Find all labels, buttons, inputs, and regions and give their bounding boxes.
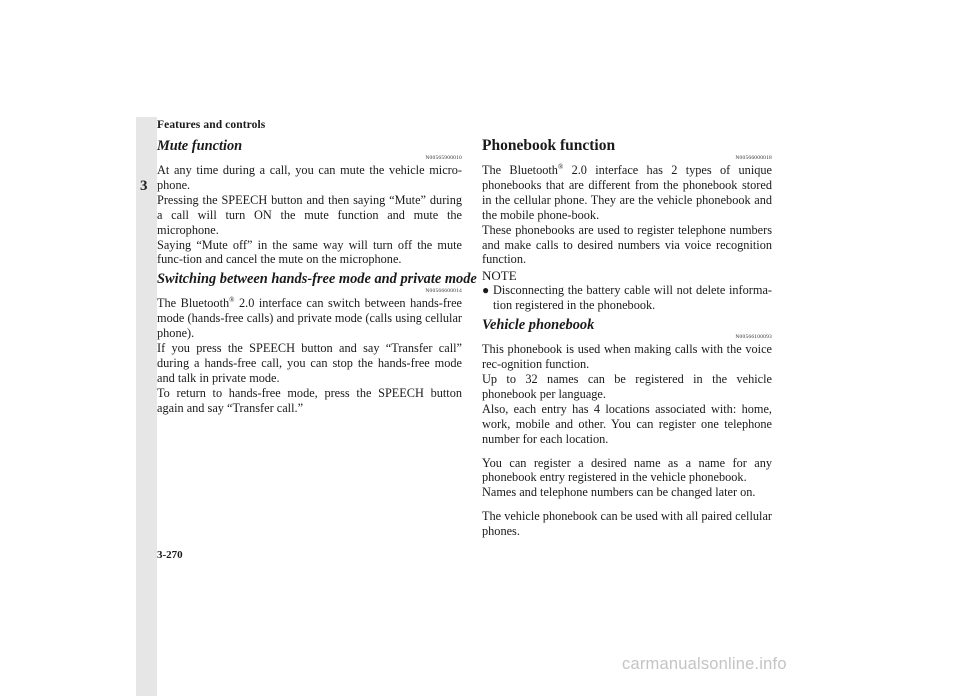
switching-mode-code: N00566600014: [425, 288, 462, 295]
switching-paragraph-2: If you press the SPEECH button and say “Transfer call” during a hands-free call, you can stop the hands-free mode and talk in private mode.: [157, 341, 462, 385]
bullet-icon: ●: [482, 283, 490, 298]
page-number: 3-270: [157, 549, 183, 561]
right-column: [482, 137, 772, 539]
switching-mode-heading: Switching between hands-free mode and private mode: [157, 271, 477, 288]
switching-paragraph-1: The Bluetooth® 2.0 interface can switch between hands-free mode (hands-free calls) and private mode (calls using cellular phone).: [157, 296, 462, 341]
watermark: carmanualsonline.info: [622, 655, 787, 673]
note-item: [482, 283, 772, 313]
section-header: Features and controls: [157, 119, 266, 131]
vehicle-paragraph-2: Up to 32 names can be registered in the vehicle phonebook per language.: [482, 371, 772, 401]
vehicle-phonebook-code: N00566100093: [735, 334, 772, 341]
vehicle-phonebook-heading: Vehicle phonebook: [482, 317, 595, 334]
phonebook-function-heading: Phonebook function: [482, 137, 616, 154]
switching-paragraph-3: To return to hands-free mode, press the SPEECH button again and say “Transfer call.”: [157, 385, 462, 415]
mute-function-heading: Mute function: [157, 138, 243, 154]
vehicle-paragraph-4: You can register a desired name as a name for any phonebook entry registered in the vehicle phonebook.: [482, 455, 772, 485]
phonebook-function-code: N00566000018: [735, 155, 772, 161]
phonebook-paragraph-2: These phonebooks are used to register telephone numbers and make calls to desired numbers via voice recognition function.: [482, 222, 772, 267]
chapter-side-tab: [136, 117, 157, 696]
chapter-number: 3: [140, 178, 148, 194]
note-text: Disconnecting the battery cable will not delete informa-tion registered in the phonebook.: [493, 283, 772, 313]
vehicle-paragraph-6: The vehicle phonebook can be used with all paired cellular phones.: [482, 509, 772, 539]
mute-function-code: N00565900010: [425, 155, 462, 161]
left-column: [157, 137, 477, 416]
vehicle-paragraph-1: This phonebook is used when making calls with the voice rec-ognition function.: [482, 342, 772, 372]
mute-paragraph-1: At any time during a call, you can mute the vehicle micro-phone.: [157, 163, 462, 192]
vehicle-paragraph-3: Also, each entry has 4 locations associated with: home, work, mobile and other. You can register one telephone number for each location.: [482, 401, 772, 446]
vehicle-paragraph-5: Names and telephone numbers can be changed later on.: [482, 485, 756, 500]
phonebook-paragraph-1: The Bluetooth® 2.0 interface has 2 types of unique phonebooks that are different from the phonebook stored in the cellular phone. They are the vehicle phonebook and the mobile phone-book.: [482, 162, 772, 222]
note-label: NOTE: [482, 268, 517, 284]
mute-paragraph-2: Pressing the SPEECH button and then saying “Mute” during a call will turn ON the mute function and mute the microphone.: [157, 192, 462, 237]
mute-paragraph-3: Saying “Mute off” in the same way will turn off the mute func-tion and cancel the mute on the microphone.: [157, 237, 462, 267]
